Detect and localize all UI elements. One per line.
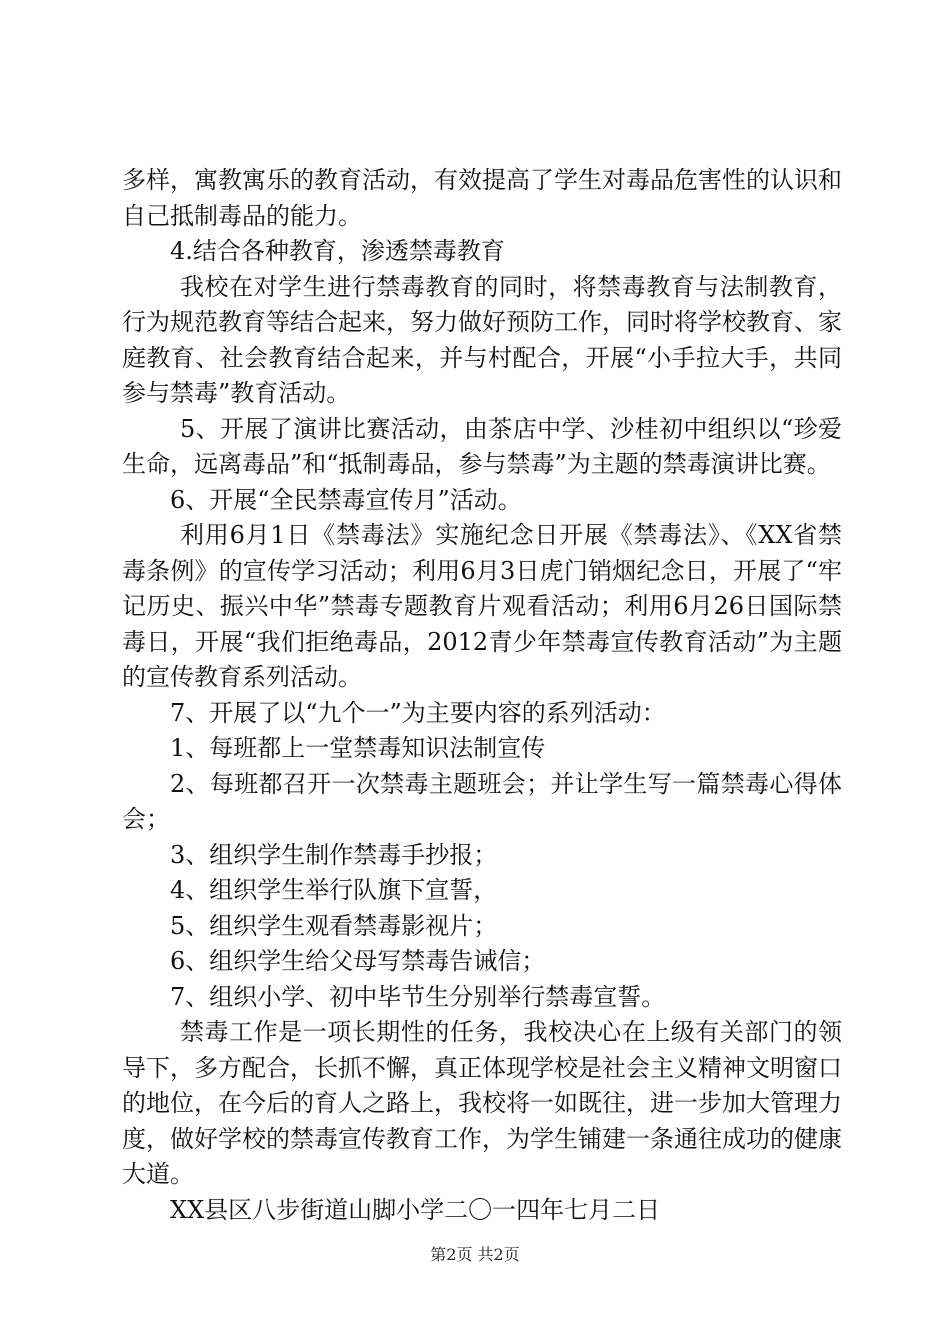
section-heading-7: 7、开展了以“九个一”为主要内容的系列活动： [170, 698, 666, 727]
list-item: 7、组织小学、初中毕节生分别举行禁毒宣誓。 [170, 982, 666, 1011]
signature-line: XX县区八步街道山脚小学二〇一四年七月二日 [170, 1195, 661, 1224]
section-heading-4: 4.结合各种教育，渗透禁毒教育 [170, 237, 505, 265]
list-item: 4、组织学生举行队旗下宣誓， [170, 876, 498, 904]
paragraph-speech-contest: 5、开展了演讲比赛活动，由茶店中学、沙桂初中组织以“珍爱生命，远离毒品”和“抵制毒品，参与禁毒”为主题的禁毒演讲比赛。 [122, 414, 842, 478]
paragraph-conclusion: 禁毒工作是一项长期性的任务，我校决心在上级有关部门的领导下，多方配合，长抓不懈，真正体现学校是社会主义精神文明窗口的地位，在今后的育人之路上，我校将一如既往，进一步加大管理力度，做好学校的禁毒宣传教育工作，为学生铺建一条通往成功的健康大道。 [122, 1018, 842, 1188]
section-heading-6: 6、开展“全民禁毒宣传月”活动。 [170, 485, 522, 514]
page-number-footer: 第2页 共2页 [430, 1245, 520, 1264]
list-item: 5、组织学生观看禁毒影视片； [170, 911, 498, 940]
paragraph-integrated-education: 我校在对学生进行禁毒教育的同时，将禁毒教育与法制教育，行为规范教育等结合起来，努力做好预防工作，同时将学校教育、家庭教育、社会教育结合起来，并与村配合，开展“小手拉大手，共同参与禁毒”教育活动。 [122, 272, 842, 407]
list-item: 3、组织学生制作禁毒手抄报； [170, 840, 498, 869]
list-item: 2、每班都召开一次禁毒主题班会；并让学生写一篇禁毒心得体会； [122, 769, 842, 833]
document-body [122, 163, 842, 1228]
paragraph-continuation: 多样，寓教寓乐的教育活动，有效提高了学生对毒品危害性的认识和自己抵制毒品的能力。 [122, 166, 842, 230]
paragraph-commemoration-days: 利用6月1日《禁毒法》实施纪念日开展《禁毒法》、《XX省禁毒条例》的宣传学习活动；利用6月3日虎门销烟纪念日，开展了“牢记历史、振兴中华”禁毒专题教育片观看活动；利用6月26日国际禁毒日，开展“我们拒绝毒品，2012青少年禁毒宣传教育活动”为主题的宣传教育系列活动。 [122, 521, 842, 691]
list-item: 1、每班都上一堂禁毒知识法制宣传 [170, 734, 546, 762]
list-item: 6、组织学生给父母写禁毒告诫信； [170, 947, 546, 975]
